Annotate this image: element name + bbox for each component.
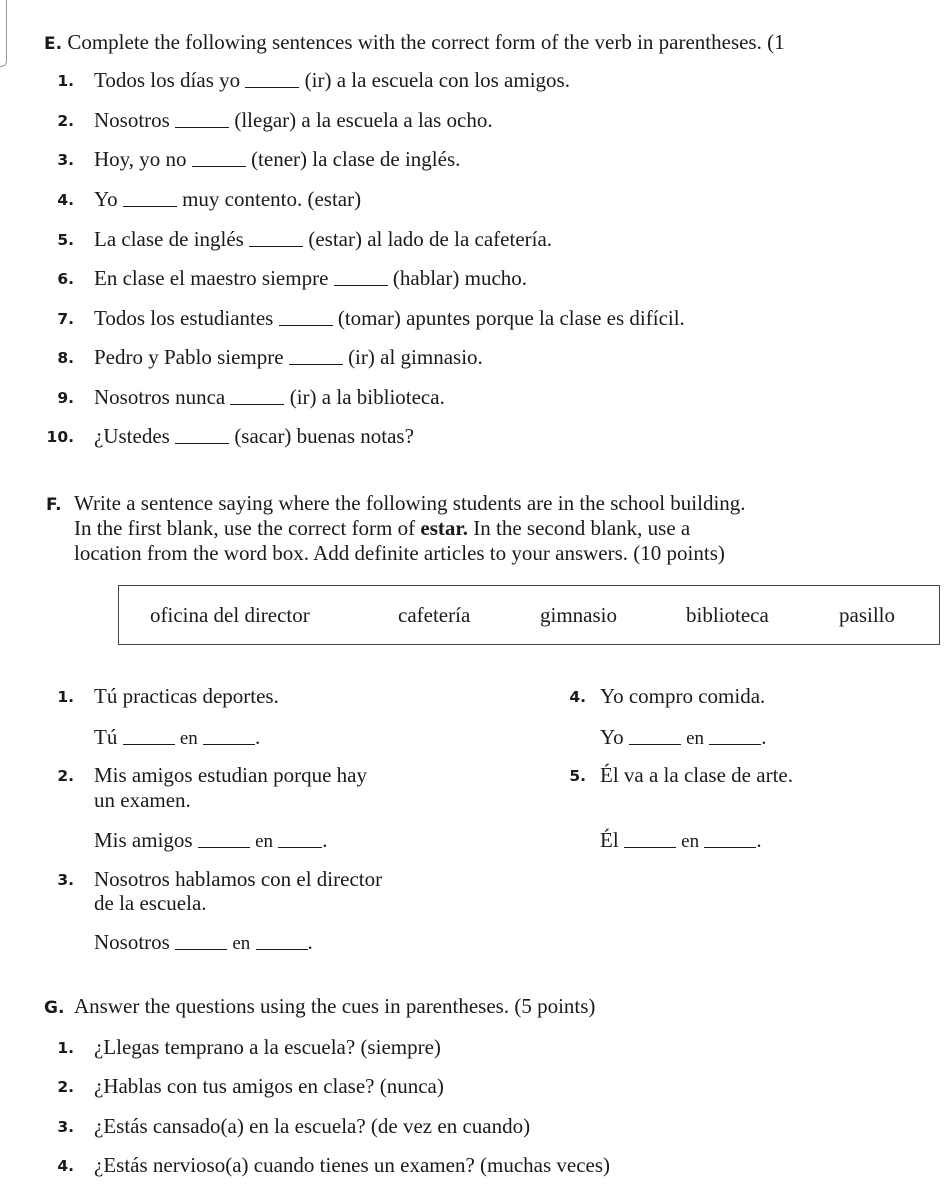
answer-blank[interactable]: [278, 831, 322, 848]
answer-blank[interactable]: [175, 111, 229, 128]
item-text: Todos los estudiantes (tomar) apuntes porque la clase es difícil.: [94, 306, 685, 330]
item-number: 7.: [57, 310, 74, 328]
answer-blank[interactable]: [289, 348, 343, 365]
answer-line: Nosotros en .: [94, 930, 313, 954]
item-prompt: Tú practicas deportes.: [94, 684, 279, 708]
item-number: 1.: [57, 1039, 74, 1057]
answer-blank[interactable]: [123, 728, 175, 745]
answer-blank[interactable]: [624, 831, 676, 848]
answer-blank[interactable]: [279, 309, 333, 326]
question-text: ¿Hablas con tus amigos en clase? (nunca): [94, 1074, 444, 1098]
item-number: 4.: [569, 688, 586, 706]
item-number: 8.: [57, 349, 74, 367]
section-e-heading: [44, 30, 785, 57]
item-text: Todos los días yo (ir) a la escuela con los amigos.: [94, 68, 570, 92]
page-edge-decoration: [0, 0, 7, 67]
section-f-instruction-line2: In the first blank, use the correct form of estar. In the second blank, use a: [74, 516, 691, 540]
item-prompt: Él va a la clase de arte.: [600, 763, 793, 787]
word-box: [118, 585, 940, 645]
word-box-item: pasillo: [839, 603, 895, 627]
item-number: 3.: [57, 151, 74, 169]
answer-blank[interactable]: [256, 933, 308, 950]
answer-blank[interactable]: [704, 831, 756, 848]
answer-blank[interactable]: [175, 427, 229, 444]
section-f-instruction-line1: Write a sentence saying where the following students are in the school building.: [74, 491, 746, 515]
item-prompt: Nosotros hablamos con el director: [94, 867, 383, 891]
answer-blank[interactable]: [629, 728, 681, 745]
item-prompt-cont: de la escuela.: [94, 891, 207, 915]
section-f-letter: F.: [46, 495, 62, 515]
section-g-instruction: Answer the questions using the cues in parentheses. (5 points): [74, 994, 596, 1018]
item-text: La clase de inglés (estar) al lado de la cafetería.: [94, 227, 553, 251]
answer-blank[interactable]: [198, 831, 250, 848]
answer-blank[interactable]: [334, 269, 388, 286]
item-text: Nosotros (llegar) a la escuela a las ocho.: [94, 108, 493, 132]
answer-blank[interactable]: [249, 230, 303, 247]
question-text: ¿Estás cansado(a) en la escuela? (de vez en cuando): [94, 1114, 531, 1138]
item-number: 9.: [57, 389, 74, 407]
word-box-item: biblioteca: [686, 603, 769, 627]
answer-blank[interactable]: [245, 71, 299, 88]
item-text: ¿Ustedes (sacar) buenas notas?: [94, 424, 414, 448]
answer-line: Mis amigos en .: [94, 828, 328, 852]
word-box-item: gimnasio: [540, 603, 617, 627]
section-g-letter: G.: [44, 998, 65, 1018]
answer-blank[interactable]: [192, 150, 246, 167]
answer-line: Él en .: [600, 828, 762, 852]
question-text: ¿Estás nervioso(a) cuando tienes un examen? (muchas veces): [94, 1153, 611, 1177]
item-number: 5.: [57, 231, 74, 249]
item-text: Yo muy contento. (estar): [94, 187, 362, 211]
section-e-instruction: Complete the following sentences with the correct form of the verb in parentheses. (1: [67, 30, 785, 54]
answer-blank[interactable]: [230, 388, 284, 405]
section-f-instruction-line3: location from the word box. Add definite articles to your answers. (10 points): [74, 541, 725, 565]
word-box-item: cafetería: [398, 603, 471, 627]
item-number: 3.: [57, 871, 74, 889]
item-prompt: Yo compro comida.: [600, 684, 766, 708]
item-number: 4.: [57, 191, 74, 209]
answer-blank[interactable]: [709, 728, 761, 745]
item-prompt-cont: un examen.: [94, 788, 191, 812]
answer-blank[interactable]: [123, 190, 177, 207]
question-text: ¿Llegas temprano a la escuela? (siempre): [94, 1035, 441, 1059]
item-number: 3.: [57, 1118, 74, 1136]
bold-verb: estar.: [420, 516, 469, 540]
item-number: 2.: [57, 112, 74, 130]
item-number: 1.: [57, 72, 74, 90]
word-box-item: oficina del director: [150, 603, 310, 627]
item-number: 10.: [46, 428, 74, 446]
section-e-letter: E.: [44, 34, 63, 54]
item-number: 5.: [569, 767, 586, 785]
item-text: Hoy, yo no (tener) la clase de inglés.: [94, 147, 461, 171]
answer-blank[interactable]: [203, 728, 255, 745]
item-number: 6.: [57, 270, 74, 288]
item-prompt: Mis amigos estudian porque hay: [94, 763, 367, 787]
answer-line: Yo en .: [600, 725, 767, 749]
answer-line: Tú en .: [94, 725, 261, 749]
answer-blank[interactable]: [175, 933, 227, 950]
item-number: 2.: [57, 767, 74, 785]
item-number: 2.: [57, 1078, 74, 1096]
item-number: 1.: [57, 688, 74, 706]
item-text: Nosotros nunca (ir) a la biblioteca.: [94, 385, 445, 409]
item-number: 4.: [57, 1157, 74, 1175]
item-text: Pedro y Pablo siempre (ir) al gimnasio.: [94, 345, 483, 369]
item-text: En clase el maestro siempre (hablar) mucho.: [94, 266, 528, 290]
